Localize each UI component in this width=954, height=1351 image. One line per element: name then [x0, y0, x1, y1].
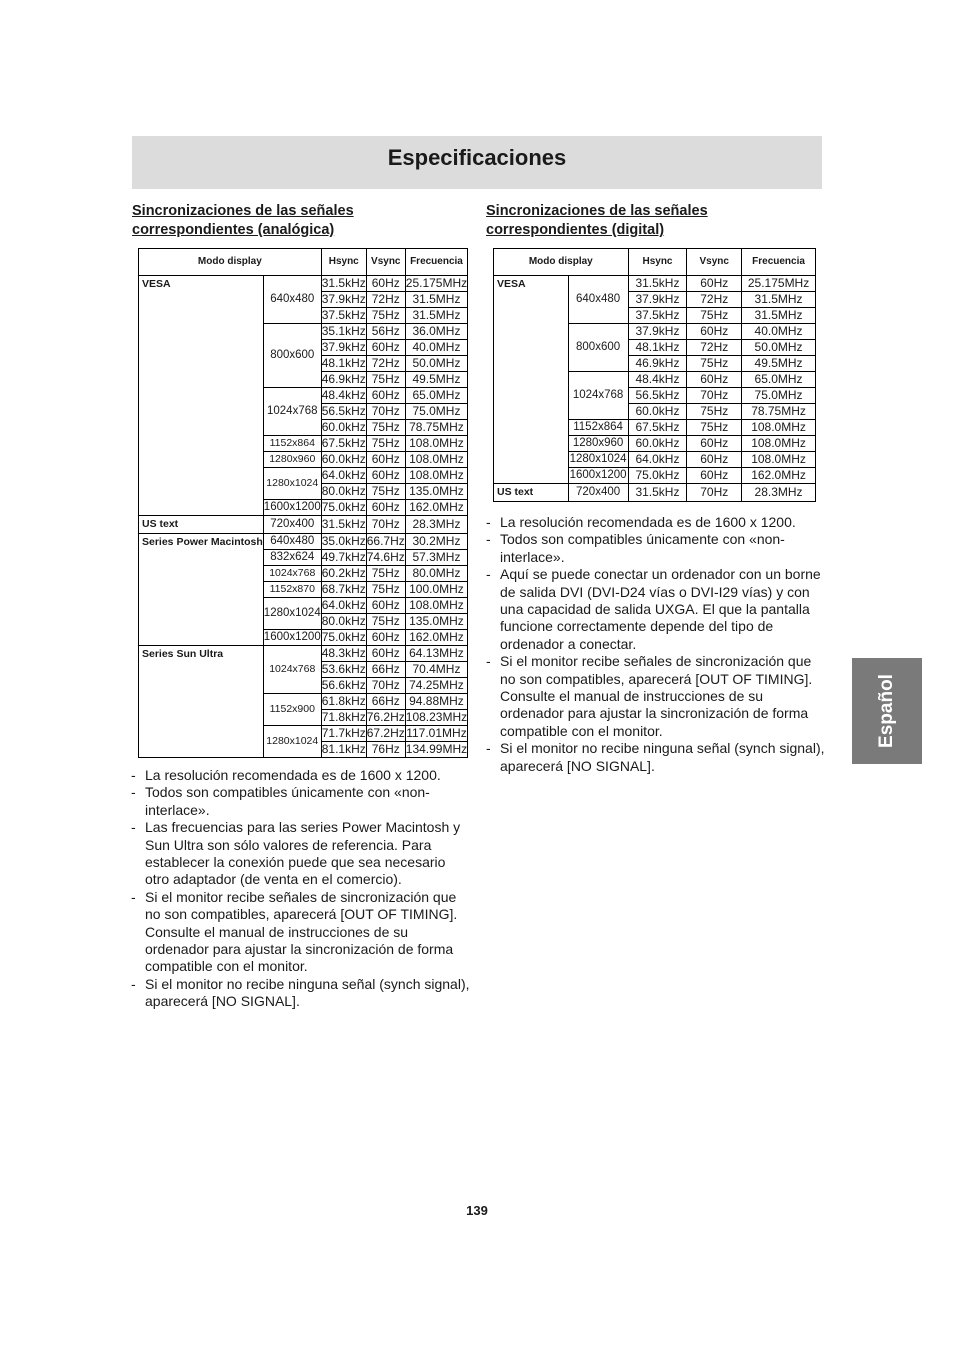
frequency-cell: 64.13MHz	[405, 646, 467, 662]
header-cell: Vsync	[687, 249, 742, 276]
table-row	[494, 484, 816, 502]
resolution-cell: 1280x960	[263, 452, 321, 468]
vsync-cell: 75Hz	[687, 308, 742, 324]
vsync-cell: 66Hz	[366, 662, 405, 678]
note-item: - Todos son compatibles únicamente con «non-interlace».	[131, 784, 471, 819]
note-item: - La resolución recomendada es de 1600 x 1200.	[131, 767, 471, 784]
vsync-cell: 60Hz	[687, 436, 742, 452]
hsync-cell: 37.9kHz	[321, 292, 366, 306]
resolution-cell: 800x600	[568, 324, 628, 372]
vsync-cell: 70Hz	[366, 516, 405, 534]
hsync-cell: 80.0kHz	[321, 484, 366, 498]
hsync-cell: 67.5kHz	[628, 420, 687, 436]
vsync-cell: 60Hz	[366, 598, 405, 614]
vsync-cell: 72Hz	[366, 292, 405, 308]
table-row	[139, 516, 468, 534]
analog-heading	[132, 202, 354, 240]
resolution-cell: 1024x768	[263, 388, 321, 436]
frequency-cell: 108.0MHz	[742, 436, 816, 452]
resolution-cell: 1280x960	[568, 436, 628, 452]
frequency-cell: 31.5MHz	[742, 308, 816, 324]
vsync-cell: 75Hz	[366, 614, 405, 630]
page-title: Especificaciones	[387, 145, 567, 170]
vsync-cell: 66Hz	[366, 694, 405, 710]
hsync-cell: 80.0kHz	[321, 614, 366, 628]
frequency-cell: 31.5MHz	[405, 292, 467, 308]
resolution-cell: 1600x1200	[568, 468, 628, 484]
frequency-cell: 70.4MHz	[405, 662, 467, 678]
hsync-cell: 56.5kHz	[321, 404, 366, 418]
frequency-cell: 162.0MHz	[405, 630, 467, 646]
vsync-cell: 75Hz	[687, 356, 742, 372]
frequency-cell: 78.75MHz	[405, 420, 467, 436]
frequency-cell: 40.0MHz	[405, 340, 467, 356]
hsync-cell: 48.1kHz	[628, 340, 687, 356]
hsync-cell: 64.0kHz	[321, 598, 366, 612]
frequency-cell: 50.0MHz	[742, 340, 816, 356]
vsync-cell: 60Hz	[366, 630, 405, 646]
hsync-cell: 37.5kHz	[321, 308, 366, 322]
vsync-cell: 60Hz	[366, 468, 405, 484]
vsync-cell: 60Hz	[687, 324, 742, 340]
language-side-tab	[852, 658, 922, 764]
note-item: - La resolución recomendada es de 1600 x 1200.	[486, 514, 826, 531]
hsync-cell: 48.3kHz	[321, 646, 366, 660]
note-item: - Las frecuencias para las series Power Macintosh y Sun Ultra son sólo valores de referencia. Para establecer la conexión puede que sea necesario otro adaptador (de venta en el comercio).	[131, 819, 471, 889]
digital-notes-list	[486, 514, 826, 775]
hsync-cell: 61.8kHz	[321, 694, 366, 708]
vsync-cell: 75Hz	[366, 566, 405, 582]
header-cell: Vsync	[366, 249, 405, 276]
resolution-cell: 832x624	[263, 550, 321, 566]
note-item: - Todos son compatibles únicamente con «non-interlace».	[486, 531, 826, 566]
vsync-cell: 75Hz	[687, 420, 742, 436]
frequency-cell: 134.99MHz	[405, 742, 468, 756]
resolution-cell: 1280x1024	[568, 452, 628, 468]
frequency-cell: 31.5MHz	[742, 292, 816, 308]
resolution-cell: 1280x1024	[263, 468, 321, 500]
language-tab-label: Español	[876, 674, 897, 748]
header-cell: Hsync	[628, 249, 687, 276]
vsync-cell: 74.6Hz	[366, 550, 405, 564]
note-item: - Si el monitor recibe señales de sincronización que no son compatibles, aparecerá [OUT OF TIMING]. Consulte el manual de instrucciones de su ordenador para ajustar la sincronización de forma compatible con el monitor.	[486, 653, 826, 740]
frequency-cell: 108.0MHz	[405, 452, 467, 468]
hsync-cell: 64.0kHz	[628, 452, 687, 468]
vsync-cell: 66.7Hz	[366, 534, 405, 548]
resolution-cell: 1152x870	[263, 582, 321, 598]
resolution-cell: 640x480	[568, 276, 628, 324]
resolution-cell: 640x480	[263, 276, 321, 324]
vsync-cell: 75Hz	[366, 420, 405, 436]
vsync-cell: 75Hz	[687, 404, 742, 420]
frequency-cell: 108.0MHz	[405, 468, 467, 484]
resolution-cell: 1152x864	[263, 436, 321, 452]
vsync-cell: 70Hz	[687, 484, 742, 502]
hsync-cell: 37.9kHz	[628, 292, 687, 308]
hsync-cell: 64.0kHz	[321, 468, 366, 482]
table-header-row	[139, 249, 468, 276]
hsync-cell: 67.5kHz	[321, 436, 366, 450]
hsync-cell: 71.7kHz	[321, 726, 366, 740]
hsync-cell: 31.5kHz	[628, 276, 687, 292]
resolution-cell: 1024x768	[568, 372, 628, 420]
table-row	[494, 276, 816, 292]
frequency-cell: 49.5MHz	[742, 356, 816, 372]
frequency-cell: 49.5MHz	[405, 372, 467, 388]
frequency-cell: 162.0MHz	[405, 500, 467, 516]
frequency-cell: 25.175MHz	[742, 276, 816, 292]
frequency-cell: 28.3MHz	[742, 484, 816, 502]
vsync-cell: 75Hz	[366, 582, 405, 598]
hsync-cell: 49.7kHz	[321, 550, 366, 564]
digital-heading-line1: Sincronizaciones de las señales	[486, 203, 708, 219]
hsync-cell: 75.0kHz	[321, 630, 366, 644]
analog-heading-line1: Sincronizaciones de las señales	[132, 203, 354, 219]
vsync-cell: 70Hz	[687, 388, 742, 404]
frequency-cell: 65.0MHz	[405, 388, 467, 404]
note-item: - Si el monitor recibe señales de sincronización que no son compatibles, aparecerá [OUT OF TIMING]. Consulte el manual de instrucciones de su ordenador para ajustar la sincronización de forma compatible con el monitor.	[131, 889, 471, 976]
group-name-cell: US text	[494, 484, 569, 502]
vsync-cell: 72Hz	[687, 340, 742, 356]
frequency-cell: 65.0MHz	[742, 372, 816, 388]
frequency-cell: 162.0MHz	[742, 468, 816, 484]
frequency-cell: 40.0MHz	[742, 324, 816, 340]
resolution-cell: 1152x900	[263, 694, 321, 726]
digital-sync-table	[493, 248, 816, 502]
hsync-cell: 53.6kHz	[321, 662, 366, 676]
hsync-cell: 48.4kHz	[321, 388, 366, 402]
hsync-cell: 71.8kHz	[321, 710, 366, 724]
hsync-cell: 75.0kHz	[321, 500, 366, 514]
hsync-cell: 56.5kHz	[628, 388, 687, 404]
group-name-cell: US text	[139, 516, 264, 534]
header-mode-display: Modo display	[494, 249, 629, 276]
frequency-cell: 108.0MHz	[742, 420, 816, 436]
hsync-cell: 37.5kHz	[628, 308, 687, 324]
group-name-cell: Series Sun Ultra	[139, 646, 264, 758]
frequency-cell: 74.25MHz	[405, 678, 467, 694]
hsync-cell: 37.9kHz	[628, 324, 687, 340]
note-item: - Si el monitor no recibe ninguna señal (synch signal), aparecerá [NO SIGNAL].	[486, 740, 826, 775]
vsync-cell: 60Hz	[687, 468, 742, 484]
frequency-cell: 135.0MHz	[405, 614, 467, 630]
header-cell: Hsync	[321, 249, 366, 276]
hsync-cell: 35.0kHz	[321, 534, 366, 548]
table-row	[139, 534, 468, 550]
vsync-cell: 60Hz	[366, 340, 405, 356]
vsync-cell: 60Hz	[687, 372, 742, 388]
vsync-cell: 60Hz	[366, 276, 405, 292]
hsync-cell: 48.1kHz	[321, 356, 366, 370]
vsync-cell: 60Hz	[687, 276, 742, 292]
vsync-cell: 72Hz	[366, 356, 405, 372]
hsync-cell: 60.2kHz	[321, 566, 366, 580]
frequency-cell: 94.88MHz	[405, 694, 467, 710]
hsync-cell: 60.0kHz	[628, 436, 687, 452]
vsync-cell: 70Hz	[366, 404, 405, 420]
frequency-cell: 108.23MHz	[405, 710, 468, 724]
resolution-cell: 800x600	[263, 324, 321, 388]
frequency-cell: 28.3MHz	[405, 516, 467, 534]
frequency-cell: 57.3MHz	[405, 550, 467, 566]
table-row	[139, 276, 468, 292]
resolution-cell: 720x400	[263, 516, 321, 534]
header-cell: Frecuencia	[405, 249, 467, 276]
vsync-cell: 76Hz	[366, 742, 405, 758]
page-number: 139	[466, 1203, 488, 1218]
frequency-cell: 75.0MHz	[742, 388, 816, 404]
hsync-cell: 46.9kHz	[321, 372, 366, 386]
frequency-cell: 31.5MHz	[405, 308, 467, 324]
hsync-cell: 60.0kHz	[321, 452, 366, 466]
resolution-cell: 1280x1024	[263, 726, 321, 758]
hsync-cell: 35.1kHz	[321, 324, 366, 338]
frequency-cell: 78.75MHz	[742, 404, 816, 420]
resolution-cell: 1024x768	[263, 646, 321, 694]
note-item: - Aquí se puede conectar un ordenador con un borne de salida DVI (DVI-D24 vías o DVI-I29 vías) y con una capacidad de salida UXGA. El que la pantalla funcione correctamente depende del tipo de ordenador a conectar.	[486, 566, 826, 653]
hsync-cell: 31.5kHz	[321, 276, 366, 290]
header-mode-display: Modo display	[139, 249, 322, 276]
hsync-cell: 56.6kHz	[321, 678, 366, 692]
resolution-cell: 640x480	[263, 534, 321, 550]
group-name-cell: VESA	[139, 276, 264, 516]
hsync-cell: 31.5kHz	[628, 484, 687, 502]
resolution-cell: 1152x864	[568, 420, 628, 436]
frequency-cell: 50.0MHz	[405, 356, 467, 372]
vsync-cell: 67.2Hz	[366, 726, 405, 740]
vsync-cell: 72Hz	[687, 292, 742, 308]
group-name-cell: Series Power Macintosh	[139, 534, 264, 646]
note-item: - Si el monitor no recibe ninguna señal (synch signal), aparecerá [NO SIGNAL].	[131, 976, 471, 1011]
hsync-cell: 46.9kHz	[628, 356, 687, 372]
vsync-cell: 56Hz	[366, 324, 405, 340]
vsync-cell: 60Hz	[687, 452, 742, 468]
vsync-cell: 60Hz	[366, 646, 405, 662]
hsync-cell: 75.0kHz	[628, 468, 687, 484]
resolution-cell: 1600x1200	[263, 630, 321, 646]
hsync-cell: 48.4kHz	[628, 372, 687, 388]
digital-heading-line2: correspondientes (digital)	[486, 222, 665, 238]
vsync-cell: 75Hz	[366, 436, 405, 452]
vsync-cell: 70Hz	[366, 678, 405, 694]
vsync-cell: 75Hz	[366, 308, 405, 324]
frequency-cell: 30.2MHz	[405, 534, 467, 550]
resolution-cell: 1600x1200	[263, 500, 321, 516]
resolution-cell: 1024x768	[263, 566, 321, 582]
frequency-cell: 108.0MHz	[405, 436, 467, 452]
vsync-cell: 76.2Hz	[366, 710, 405, 724]
hsync-cell: 60.0kHz	[321, 420, 366, 434]
hsync-cell: 60.0kHz	[628, 404, 687, 420]
frequency-cell: 75.0MHz	[405, 404, 467, 420]
group-name-cell: VESA	[494, 276, 569, 484]
resolution-cell: 720x400	[568, 484, 628, 502]
hsync-cell: 81.1kHz	[321, 742, 366, 756]
vsync-cell: 60Hz	[366, 452, 405, 468]
header-cell: Frecuencia	[742, 249, 816, 276]
table-header-row	[494, 249, 816, 276]
vsync-cell: 60Hz	[366, 388, 405, 404]
vsync-cell: 75Hz	[366, 484, 405, 500]
frequency-cell: 36.0MHz	[405, 324, 467, 340]
frequency-cell: 108.0MHz	[405, 598, 467, 614]
analog-sync-table	[138, 248, 468, 758]
title-band	[132, 136, 822, 189]
frequency-cell: 117.01MHz	[406, 726, 467, 740]
analog-heading-line2: correspondientes (analógica)	[132, 222, 335, 238]
frequency-cell: 80.0MHz	[405, 566, 467, 582]
analog-notes-list	[131, 767, 471, 1011]
digital-heading	[486, 202, 708, 240]
hsync-cell: 37.9kHz	[321, 340, 366, 354]
frequency-cell: 135.0MHz	[405, 484, 467, 500]
table-row	[139, 646, 468, 662]
hsync-cell: 31.5kHz	[321, 516, 366, 534]
resolution-cell: 1280x1024	[263, 598, 321, 630]
frequency-cell: 100.0MHz	[405, 582, 467, 598]
hsync-cell: 68.7kHz	[321, 582, 366, 596]
vsync-cell: 75Hz	[366, 372, 405, 388]
frequency-cell: 108.0MHz	[742, 452, 816, 468]
frequency-cell: 25.175MHz	[405, 276, 468, 290]
vsync-cell: 60Hz	[366, 500, 405, 516]
